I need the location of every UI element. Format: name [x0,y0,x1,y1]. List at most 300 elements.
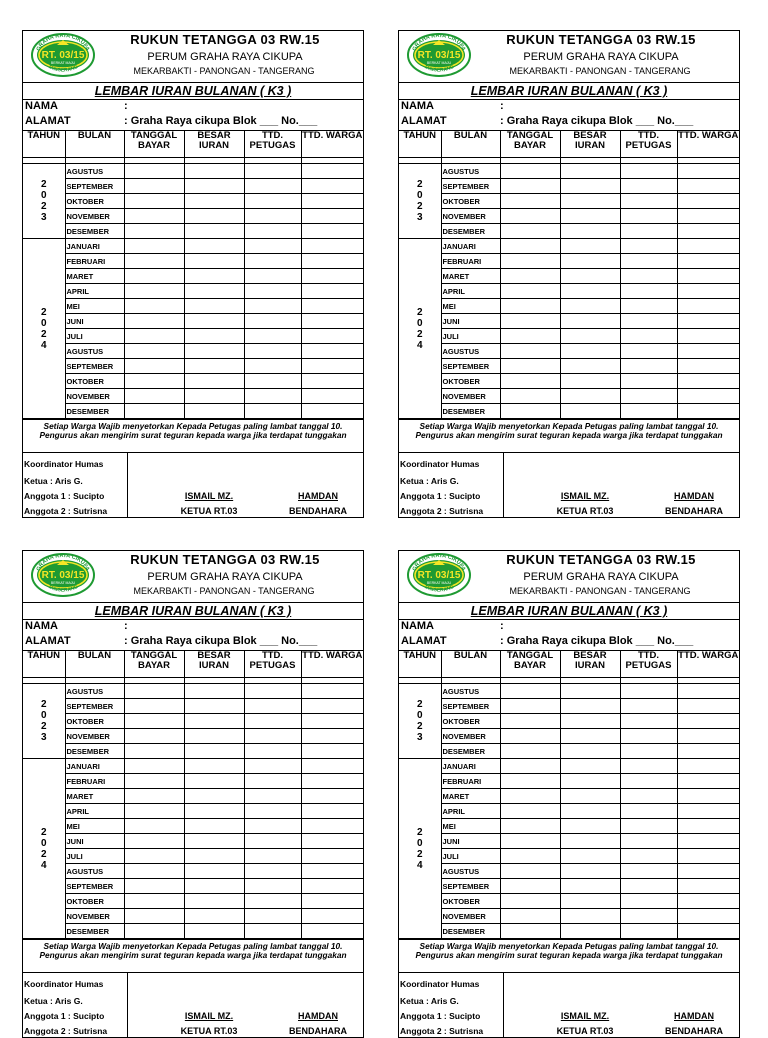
month-cell: APRIL [441,284,500,299]
resident-signature-cell[interactable] [301,209,363,224]
officer-signature-cell[interactable] [244,684,301,699]
resident-signature-cell[interactable] [677,299,739,314]
amount-cell[interactable] [560,729,620,744]
payment-date-cell[interactable] [500,924,560,939]
payment-date-cell[interactable] [124,359,184,374]
officer-signature-cell[interactable] [620,924,677,939]
amount-cell[interactable] [560,699,620,714]
amount-cell[interactable] [184,344,244,359]
amount-cell[interactable] [560,804,620,819]
resident-signature-cell[interactable] [677,714,739,729]
officer-signature-cell[interactable] [620,224,677,239]
resident-signature-cell[interactable] [301,804,363,819]
amount-cell[interactable] [184,329,244,344]
officer-signature-cell[interactable] [620,179,677,194]
officer-signature-cell[interactable] [620,759,677,774]
logo-badge-text: RT. 03/15 [41,570,85,581]
resident-signature-cell[interactable] [301,699,363,714]
resident-signature-cell[interactable] [677,789,739,804]
amount-cell[interactable] [560,684,620,699]
amount-cell[interactable] [184,789,244,804]
resident-signature-cell[interactable] [677,269,739,284]
payment-date-cell[interactable] [124,254,184,269]
resident-signature-cell[interactable] [301,194,363,209]
amount-cell[interactable] [184,389,244,404]
month-cell: APRIL [65,804,124,819]
month-cell: MARET [441,789,500,804]
officer-signature-cell[interactable] [244,849,301,864]
resident-signature-cell[interactable] [677,879,739,894]
officer-signature-cell[interactable] [620,284,677,299]
amount-cell[interactable] [184,714,244,729]
amount-cell[interactable] [184,284,244,299]
resident-signature-cell[interactable] [677,729,739,744]
amount-cell[interactable] [560,344,620,359]
officer-signature-cell[interactable] [620,299,677,314]
resident-signature-cell[interactable] [301,879,363,894]
payment-date-cell[interactable] [500,404,560,419]
month-cell: DESEMBER [441,744,500,759]
month-cell: NOVEMBER [65,389,124,404]
officer-signature-cell[interactable] [620,699,677,714]
amount-cell[interactable] [560,299,620,314]
amount-cell[interactable] [560,389,620,404]
amount-cell[interactable] [184,774,244,789]
month-cell: DESEMBER [65,224,124,239]
officer-signature-cell[interactable] [244,699,301,714]
amount-cell[interactable] [560,359,620,374]
amount-cell[interactable] [184,684,244,699]
payment-date-cell[interactable] [500,849,560,864]
resident-signature-cell[interactable] [301,909,363,924]
payment-date-cell[interactable] [124,864,184,879]
amount-cell[interactable] [560,269,620,284]
amount-cell[interactable] [184,864,244,879]
resident-signature-cell[interactable] [677,164,739,179]
officer-signature-cell[interactable] [620,804,677,819]
payment-date-cell[interactable] [124,819,184,834]
table-row [399,374,739,389]
officer-signature-cell[interactable] [620,819,677,834]
amount-cell[interactable] [560,909,620,924]
amount-cell[interactable] [184,894,244,909]
signer-ketua-title: KETUA RT.03 [180,506,238,516]
payment-date-cell[interactable] [124,759,184,774]
resident-signature-cell[interactable] [301,759,363,774]
officer-signature-cell[interactable] [244,224,301,239]
officer-signature-cell[interactable] [244,254,301,269]
officer-signature-cell[interactable] [244,759,301,774]
officer-signature-cell[interactable] [244,789,301,804]
signer-bendahara-name: HAMDAN [298,1011,338,1021]
resident-signature-cell[interactable] [677,209,739,224]
officer-signature-cell[interactable] [244,879,301,894]
resident-signature-cell[interactable] [301,404,363,419]
officer-signature-cell[interactable] [620,864,677,879]
payment-date-cell[interactable] [124,374,184,389]
alamat-field[interactable]: : Graha Raya cikupa Blok ___ No.___ [124,115,318,127]
payment-date-cell[interactable] [500,224,560,239]
officer-signature-cell[interactable] [244,714,301,729]
payment-date-cell[interactable] [500,789,560,804]
payment-date-cell[interactable] [500,239,560,254]
payment-date-cell[interactable] [124,684,184,699]
resident-signature-cell[interactable] [677,924,739,939]
officer-signature-cell[interactable] [244,164,301,179]
amount-cell[interactable] [560,894,620,909]
amount-cell[interactable] [560,759,620,774]
officer-signature-cell[interactable] [620,789,677,804]
resident-signature-cell[interactable] [301,849,363,864]
payment-date-cell[interactable] [124,804,184,819]
resident-signature-cell[interactable] [677,699,739,714]
nama-field[interactable]: : [124,620,128,632]
resident-signature-cell[interactable] [301,329,363,344]
officer-signature-cell[interactable] [244,864,301,879]
officer-signature-cell[interactable] [620,209,677,224]
amount-cell[interactable] [560,849,620,864]
amount-cell[interactable] [560,374,620,389]
nama-field[interactable]: : [500,620,504,632]
amount-cell[interactable] [560,194,620,209]
resident-signature-cell[interactable] [301,729,363,744]
payment-date-cell[interactable] [500,894,560,909]
amount-cell[interactable] [560,314,620,329]
resident-signature-cell[interactable] [301,864,363,879]
payment-date-cell[interactable] [500,194,560,209]
payment-date-cell[interactable] [124,774,184,789]
amount-cell[interactable] [560,239,620,254]
payment-date-cell[interactable] [500,909,560,924]
payment-date-cell[interactable] [124,269,184,284]
resident-signature-cell[interactable] [677,849,739,864]
payment-date-cell[interactable] [500,299,560,314]
officer-signature-cell[interactable] [620,879,677,894]
resident-signature-cell[interactable] [301,224,363,239]
payment-date-cell[interactable] [500,729,560,744]
amount-cell[interactable] [184,744,244,759]
amount-cell[interactable] [560,404,620,419]
payment-date-cell[interactable] [500,284,560,299]
amount-cell[interactable] [560,774,620,789]
officer-signature-cell[interactable] [244,404,301,419]
payment-date-cell[interactable] [500,269,560,284]
resident-signature-cell[interactable] [677,359,739,374]
officer-signature-cell[interactable] [244,329,301,344]
officer-signature-cell[interactable] [620,254,677,269]
resident-signature-cell[interactable] [677,179,739,194]
payment-date-cell[interactable] [500,819,560,834]
amount-cell[interactable] [184,194,244,209]
amount-cell[interactable] [184,729,244,744]
amount-cell[interactable] [184,404,244,419]
amount-cell[interactable] [184,759,244,774]
amount-cell[interactable] [560,254,620,269]
resident-signature-cell[interactable] [301,774,363,789]
resident-signature-cell[interactable] [677,744,739,759]
payment-date-cell[interactable] [500,804,560,819]
alamat-field[interactable]: : Graha Raya cikupa Blok ___ No.___ [500,635,694,647]
officer-signature-cell[interactable] [620,684,677,699]
officer-signature-cell[interactable] [244,894,301,909]
resident-signature-cell[interactable] [677,239,739,254]
payment-date-cell[interactable] [500,759,560,774]
officer-signature-cell[interactable] [244,819,301,834]
payment-date-cell[interactable] [124,224,184,239]
payment-date-cell[interactable] [500,774,560,789]
officer-signature-cell[interactable] [244,729,301,744]
officer-signature-cell[interactable] [620,194,677,209]
amount-cell[interactable] [560,789,620,804]
alamat-row [23,635,363,651]
amount-cell[interactable] [560,164,620,179]
resident-signature-cell[interactable] [301,344,363,359]
month-cell: SEPTEMBER [65,179,124,194]
officer-signature-cell[interactable] [244,344,301,359]
officer-signature-cell[interactable] [620,329,677,344]
amount-cell[interactable] [560,179,620,194]
payment-date-cell[interactable] [124,209,184,224]
officer-signature-cell[interactable] [620,834,677,849]
officer-signature-cell[interactable] [620,744,677,759]
payment-date-cell[interactable] [500,684,560,699]
resident-signature-cell[interactable] [301,239,363,254]
resident-signature-cell[interactable] [301,834,363,849]
amount-cell[interactable] [184,849,244,864]
resident-signature-cell[interactable] [677,224,739,239]
amount-cell[interactable] [184,834,244,849]
payment-date-cell[interactable] [124,314,184,329]
resident-signature-cell[interactable] [677,684,739,699]
resident-signature-cell[interactable] [677,254,739,269]
officer-signature-cell[interactable] [620,389,677,404]
amount-cell[interactable] [184,179,244,194]
resident-signature-cell[interactable] [677,774,739,789]
resident-signature-cell[interactable] [677,404,739,419]
amount-cell[interactable] [560,329,620,344]
officer-signature-cell[interactable] [620,849,677,864]
payment-date-cell[interactable] [124,909,184,924]
amount-cell[interactable] [184,819,244,834]
resident-signature-cell[interactable] [301,924,363,939]
resident-signature-cell[interactable] [677,284,739,299]
amount-cell[interactable] [560,744,620,759]
card-header [399,551,739,603]
payment-date-cell[interactable] [500,864,560,879]
amount-cell[interactable] [184,314,244,329]
resident-signature-cell[interactable] [677,314,739,329]
month-cell: SEPTEMBER [65,879,124,894]
amount-cell[interactable] [560,714,620,729]
resident-signature-cell[interactable] [301,714,363,729]
column-header: TTD. WARGA [301,651,363,678]
resident-signature-cell[interactable] [677,194,739,209]
resident-signature-cell[interactable] [301,684,363,699]
resident-signature-cell[interactable] [677,374,739,389]
officer-signature-cell[interactable] [244,284,301,299]
resident-signature-cell[interactable] [301,894,363,909]
officer-signature-cell[interactable] [620,359,677,374]
resident-signature-cell[interactable] [677,804,739,819]
resident-signature-cell[interactable] [677,759,739,774]
alamat-field[interactable]: : Graha Raya cikupa Blok ___ No.___ [500,115,694,127]
officer-signature-cell[interactable] [244,179,301,194]
payment-date-cell[interactable] [500,359,560,374]
officer-signature-cell[interactable] [620,909,677,924]
officer-signature-cell[interactable] [244,269,301,284]
amount-cell[interactable] [184,909,244,924]
officer-signature-cell[interactable] [620,374,677,389]
resident-signature-cell[interactable] [677,864,739,879]
officer-signature-cell[interactable] [620,269,677,284]
amount-cell[interactable] [184,209,244,224]
amount-cell[interactable] [560,819,620,834]
amount-cell[interactable] [184,924,244,939]
resident-signature-cell[interactable] [301,164,363,179]
amount-cell[interactable] [560,284,620,299]
officer-signature-cell[interactable] [244,774,301,789]
officer-signature-cell[interactable] [244,359,301,374]
officer-signature-cell[interactable] [620,714,677,729]
payment-date-cell[interactable] [124,194,184,209]
payment-date-cell[interactable] [500,389,560,404]
amount-cell[interactable] [184,879,244,894]
payment-date-cell[interactable] [124,329,184,344]
officer-signature-cell[interactable] [244,299,301,314]
payment-date-cell[interactable] [124,299,184,314]
resident-signature-cell[interactable] [677,834,739,849]
payment-date-cell[interactable] [500,329,560,344]
payment-date-cell[interactable] [500,834,560,849]
alamat-field[interactable]: : Graha Raya cikupa Blok ___ No.___ [124,635,318,647]
resident-signature-cell[interactable] [301,284,363,299]
payment-date-cell[interactable] [500,254,560,269]
logo-small-text: BERKAT MAJU [50,61,76,65]
amount-cell[interactable] [184,299,244,314]
resident-signature-cell[interactable] [677,909,739,924]
payment-date-cell[interactable] [500,744,560,759]
payment-date-cell[interactable] [124,404,184,419]
officer-signature-cell[interactable] [244,209,301,224]
officer-signature-cell[interactable] [620,239,677,254]
amount-cell[interactable] [560,864,620,879]
officer-signature-cell[interactable] [620,314,677,329]
amount-cell[interactable] [184,699,244,714]
payment-date-cell[interactable] [124,714,184,729]
officer-signature-cell[interactable] [620,404,677,419]
amount-cell[interactable] [184,374,244,389]
month-cell: SEPTEMBER [65,359,124,374]
table-row [23,684,363,699]
resident-signature-cell[interactable] [301,299,363,314]
officer-signature-cell[interactable] [620,774,677,789]
rt-logo-icon [30,32,96,78]
payment-date-cell[interactable] [124,894,184,909]
officer-signature-cell[interactable] [244,374,301,389]
nama-field[interactable]: : [124,100,128,112]
officer-signature-cell[interactable] [620,164,677,179]
payment-date-cell[interactable] [500,164,560,179]
resident-signature-cell[interactable] [677,329,739,344]
resident-signature-cell[interactable] [677,819,739,834]
payment-date-cell[interactable] [124,699,184,714]
payment-date-cell[interactable] [124,179,184,194]
payment-date-cell[interactable] [500,314,560,329]
amount-cell[interactable] [184,269,244,284]
resident-signature-cell[interactable] [301,374,363,389]
officer-signature-cell[interactable] [244,924,301,939]
amount-cell[interactable] [560,209,620,224]
payment-date-cell[interactable] [500,209,560,224]
payment-date-cell[interactable] [124,849,184,864]
officer-signature-cell[interactable] [244,389,301,404]
amount-cell[interactable] [184,224,244,239]
payment-date-cell[interactable] [124,744,184,759]
officer-signature-cell[interactable] [244,194,301,209]
resident-signature-cell[interactable] [301,179,363,194]
amount-cell[interactable] [184,239,244,254]
payment-date-cell[interactable] [124,834,184,849]
amount-cell[interactable] [560,924,620,939]
amount-cell[interactable] [560,224,620,239]
payment-date-cell[interactable] [124,344,184,359]
amount-cell[interactable] [184,164,244,179]
payment-date-cell[interactable] [124,879,184,894]
payment-date-cell[interactable] [500,699,560,714]
resident-signature-cell[interactable] [301,314,363,329]
resident-signature-cell[interactable] [301,269,363,284]
resident-signature-cell[interactable] [677,344,739,359]
payment-date-cell[interactable] [124,164,184,179]
amount-cell[interactable] [560,879,620,894]
officer-signature-cell[interactable] [244,744,301,759]
payment-date-cell[interactable] [124,789,184,804]
officer-signature-cell[interactable] [620,344,677,359]
payment-date-cell[interactable] [124,924,184,939]
resident-signature-cell[interactable] [677,894,739,909]
month-cell: OKTOBER [441,894,500,909]
officer-signature-cell[interactable] [620,894,677,909]
officer-signature-cell[interactable] [244,314,301,329]
payment-date-cell[interactable] [500,879,560,894]
payment-date-cell[interactable] [500,179,560,194]
payment-date-cell[interactable] [124,729,184,744]
payment-date-cell[interactable] [500,714,560,729]
officer-signature-cell[interactable] [244,239,301,254]
payment-date-cell[interactable] [124,239,184,254]
resident-signature-cell[interactable] [301,359,363,374]
officer-signature-cell[interactable] [620,729,677,744]
resident-signature-cell[interactable] [301,819,363,834]
amount-cell[interactable] [184,254,244,269]
payment-date-cell[interactable] [124,389,184,404]
officer-signature-cell[interactable] [244,804,301,819]
officer-signature-cell[interactable] [244,834,301,849]
resident-signature-cell[interactable] [301,789,363,804]
resident-signature-cell[interactable] [301,744,363,759]
officer-signature-cell[interactable] [244,909,301,924]
amount-cell[interactable] [184,804,244,819]
payment-date-cell[interactable] [500,344,560,359]
amount-cell[interactable] [560,834,620,849]
resident-signature-cell[interactable] [301,254,363,269]
amount-cell[interactable] [184,359,244,374]
resident-signature-cell[interactable] [301,389,363,404]
payment-date-cell[interactable] [124,284,184,299]
resident-signature-cell[interactable] [677,389,739,404]
payment-date-cell[interactable] [500,374,560,389]
nama-field[interactable]: : [500,100,504,112]
